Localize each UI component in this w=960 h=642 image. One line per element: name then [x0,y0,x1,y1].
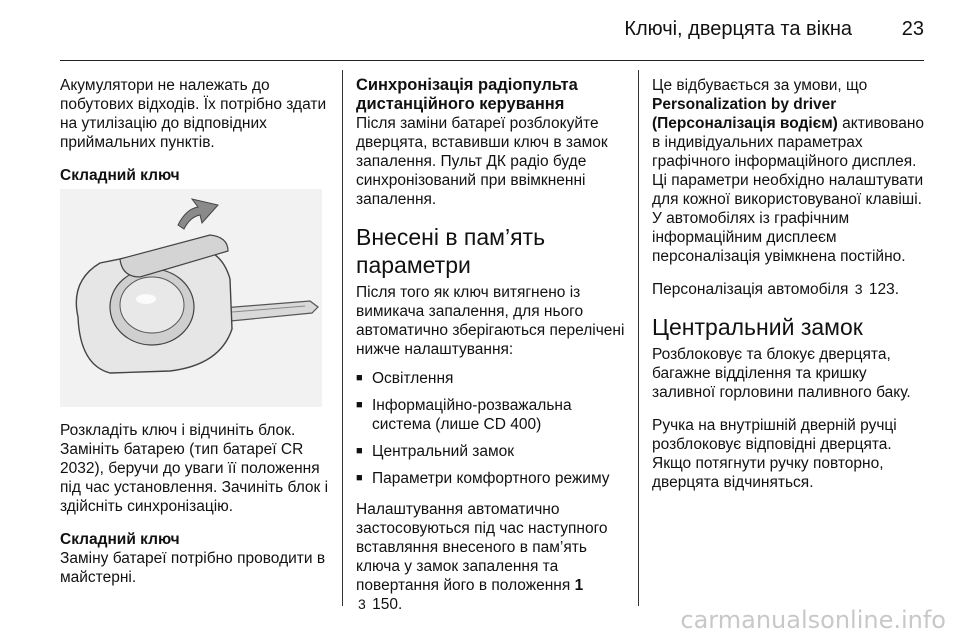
workshop-replacement-text: Заміну батареї потрібно проводити в майстерні. [60,550,326,586]
column-divider-1 [342,70,343,606]
page-number: 23 [901,18,924,40]
page-reference-link[interactable]: 150. [372,596,403,613]
key-battery-figure [60,189,322,407]
page-reference-icon: 3 [854,281,863,297]
watermark-text: carmanualsonline.info [680,606,946,634]
list-item: ■ Освітлення [356,369,626,388]
central-locking-text: Розблоковує та блокує дверцята, багажне відділення та кришку заливної горловини паливного баку. [652,346,911,401]
condition-text: Це відбувається за умови, що [652,77,868,94]
condition-rest-text: активовано в індивідуальних параметрах графічного інформаційного дисплея. Ці параметри необхідно налаштувати для кожної використовуваної клавіші. У автомобілях із графічним інформаційним дисплеєм персоналізація увімкнена постійно. [652,115,925,265]
stored-settings-text: Після того як ключ витягнено із вимикача запалення, для нього автоматично зберігаються перелічені нижче налаштування: [356,284,625,358]
battery-disposal-text: Акумулятори не належать до побутових відходів. Їх потрібно здати на утилізацію до відповідних приймальних пунктів. [60,77,327,151]
auto-apply-text: Налаштування автоматично застосовуються під час наступного вставляння внесеного в пам’ять ключа у замок запалення та повертання його в положення [356,501,608,594]
list-item: ■ Параметри комфортного режиму [356,469,626,488]
key-battery-illustration [60,189,322,407]
central-locking-heading: Центральний замок [652,314,863,340]
page-reference-link[interactable]: 123. [868,281,900,298]
door-handle-text: Ручка на внутрішній дверній ручці розблоковує відповідні дверцята. Якщо потягнути ручку повторно, дверцята відчиняться. [652,417,897,491]
column-middle [356,76,626,628]
sync-heading: Синхронізація радіопульта дистанційного керування [356,76,578,113]
personalization-by-driver-label: Personalization by driver (Персоналізація водієм) [652,96,838,132]
vehicle-personalization-ref [652,280,927,299]
page-title: Ключі, дверцята та вікна [624,18,852,40]
list-item: ■ Центральний замок [356,442,626,461]
personalization-condition-paragraph [652,76,927,266]
ignition-position: 1 [574,577,584,594]
page-reference-icon: 3 [358,596,366,612]
stored-settings-list [356,369,626,488]
figure-caption: Розкладіть ключ і відчиніть блок. Замініть батарею (тип батареї CR 2032), беручи до уваги її положення під час установлення. Зачиніть блок і здійсніть синхронізацію. [60,422,329,515]
sync-text: Після заміни батареї розблокуйте дверцята, вставивши ключ в замок запалення. Пульт ДК радіо буде синхронізований при ввімкненні запалення. [356,115,608,208]
column-right [652,76,927,506]
folding-key-heading-2: Складний ключ [60,531,180,548]
list-item: ■ Інформаційно-розважальна система (лише CD 400) [356,396,626,434]
folding-key-heading: Складний ключ [60,167,180,184]
auto-apply-paragraph [356,500,626,614]
column-divider-2 [638,70,639,606]
column-left [60,76,330,601]
stored-settings-heading: Внесені в пам’ять параметри [356,224,546,278]
header-divider [60,60,924,61]
personalization-text: Персоналізація автомобіля [652,281,849,298]
